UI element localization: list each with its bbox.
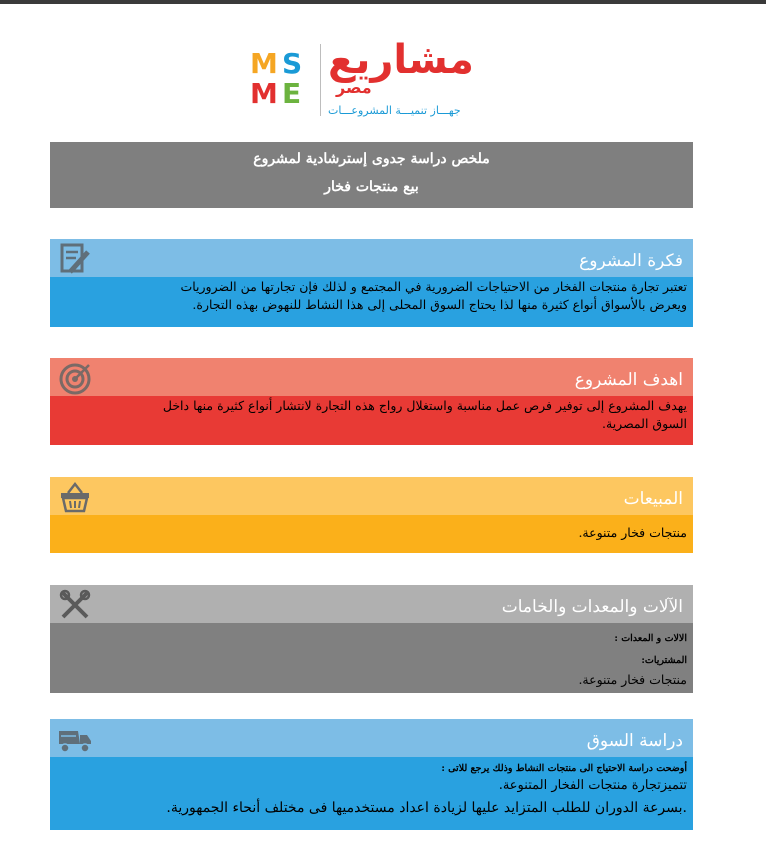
basket-icon <box>56 480 94 514</box>
logo-subtitle: جهـــاز تنميـــة المشروعـــات <box>328 104 461 117</box>
msme-logo <box>250 37 500 122</box>
logo-divider <box>320 44 321 116</box>
section-header <box>50 239 693 277</box>
sales-text: منتجات فخار متنوعة. <box>578 525 687 540</box>
section-header <box>50 358 693 396</box>
body-line-1: يهدف المشروع إلى توفير فرص عمل مناسبة واستغلال رواج هذه التجارة لانتشار أنواع كثيرة منها داخل <box>162 398 687 413</box>
section-sales <box>50 477 693 553</box>
document-title <box>50 142 693 208</box>
section-header <box>50 477 693 515</box>
section-body <box>50 623 693 693</box>
section-title: المبيعات <box>623 489 683 509</box>
section-body <box>50 396 693 445</box>
logo-letter-e: E <box>282 77 302 110</box>
market-point-2: .بسرعة الدوران للطلب المتزايد عليها لزيادة اعداد مستخدميها فى مختلف أنحاء الجمهورية. <box>166 800 687 816</box>
section-title: اهدف المشروع <box>574 370 683 390</box>
logo-arabic-country: مصر <box>336 78 372 97</box>
section-header <box>50 719 693 757</box>
section-equipment <box>50 585 693 693</box>
section-project-idea <box>50 239 693 327</box>
pencil-paper-icon <box>56 242 94 276</box>
section-market-study <box>50 719 693 830</box>
title-line-2: بيع منتجات فخار <box>324 179 419 195</box>
logo-letter-s: S <box>282 47 303 80</box>
logo-letter-m: M <box>250 47 278 80</box>
top-border <box>0 0 766 4</box>
section-title: دراسة السوق <box>586 731 683 751</box>
purchases-label: المشتريات: <box>641 655 687 666</box>
body-line-1: تعتبر تجارة منتجات الفخار من الاحتياجات الضرورية في المجتمع و لذلك فإن تجارتها من الضروريات <box>180 279 687 294</box>
purchases-value: منتجات فخار متنوعة. <box>578 672 687 687</box>
section-body <box>50 757 693 830</box>
machines-label: الالات و المعدات : <box>614 633 687 644</box>
tools-icon <box>56 588 94 622</box>
logo-arabic-name: مشاريع <box>328 37 474 83</box>
section-body <box>50 277 693 327</box>
market-point-1: تتميزتجارة منتجات الفخار المتنوعة. <box>498 778 687 793</box>
title-line-1: ملخص دراسة جدوى إسترشادية لمشروع <box>253 151 490 167</box>
truck-icon <box>56 722 94 756</box>
market-intro: أوضحت دراسة الاحتياج الى منتجات النشاط وذلك يرجع للاتى : <box>441 763 687 774</box>
section-project-goal <box>50 358 693 445</box>
section-header <box>50 585 693 623</box>
body-line-2: السوق المصرية. <box>602 416 687 431</box>
body-line-2: ويعرض بالأسواق أنواع كثيرة منها لذا يحتاج السوق المحلى إلى هذا النشاط للنهوض بهذه التجارة. <box>192 297 687 312</box>
msme-letters <box>250 47 312 110</box>
logo-letter-m2: M <box>250 77 278 110</box>
section-body <box>50 515 693 553</box>
section-title: فكرة المشروع <box>579 251 683 271</box>
target-icon <box>56 361 94 395</box>
section-title: الآلات والمعدات والخامات <box>501 597 683 617</box>
